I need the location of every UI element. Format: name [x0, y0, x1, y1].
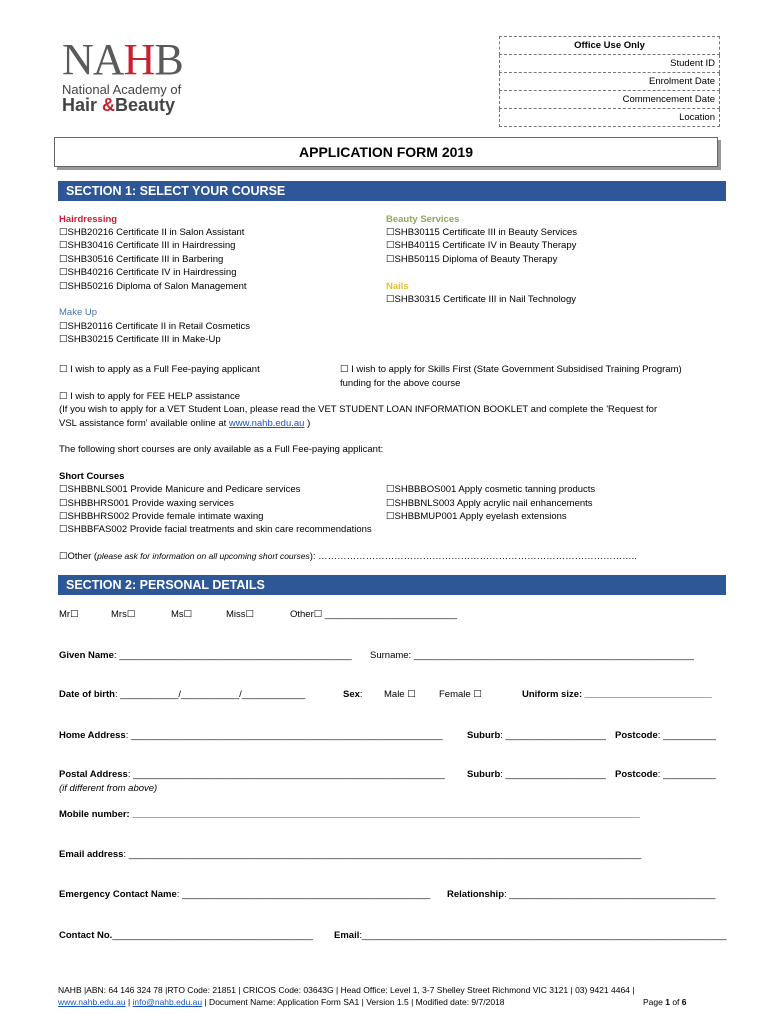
contact-email-line: :_____________________________________________________________________: [359, 930, 727, 941]
relationship-line: : _______________________________________: [504, 889, 716, 900]
suburb-line: : ___________________: [500, 769, 606, 780]
contact-no-field[interactable]: [59, 930, 313, 941]
suburb-label: Suburb: [467, 769, 501, 780]
page-current: 1: [665, 997, 670, 1007]
postal-address-field[interactable]: [59, 769, 445, 780]
title-other[interactable]: Other☐ _________________________: [290, 609, 458, 620]
relationship-field[interactable]: [447, 889, 729, 900]
title-miss[interactable]: Miss☐: [226, 609, 255, 620]
contact-no-label: Contact No.: [59, 930, 113, 941]
logo-text-b: B: [154, 35, 183, 84]
suburb-field[interactable]: [467, 730, 606, 741]
title-ms[interactable]: Ms☐: [171, 609, 193, 620]
sex-colon: :: [359, 689, 363, 700]
beauty-title: Beauty Services: [386, 214, 460, 225]
sex-label: [343, 689, 363, 700]
course-option[interactable]: ☐SHB30516 Certificate III in Barbering: [59, 254, 224, 265]
hairdressing-title: Hairdressing: [59, 214, 118, 225]
sex-male-option[interactable]: Male ☐: [384, 689, 416, 700]
postal-address-line: : ___________________________________________________________: [127, 769, 445, 780]
short-course-option[interactable]: ☐SHBBHRS001 Provide waxing services: [59, 498, 234, 509]
logo-amp: &: [102, 95, 116, 115]
fee-help-option[interactable]: ☐ I wish to apply for FEE HELP assistance: [59, 391, 241, 402]
short-courses-title: Short Courses: [59, 471, 125, 482]
vsl-text: VSL assistance form' available online at: [59, 418, 229, 429]
office-student-id[interactable]: Student ID: [500, 55, 720, 73]
postal-note: (if different from above): [59, 783, 158, 794]
logo-subtitle: National Academy of: [62, 82, 182, 97]
title-mrs[interactable]: Mrs☐: [111, 609, 136, 620]
website-link[interactable]: www.nahb.edu.au: [228, 418, 305, 429]
emergency-line: : _______________________________________________: [176, 889, 431, 900]
short-course-option[interactable]: ☐SHBBMUP001 Apply eyelash extensions: [386, 511, 567, 522]
full-fee-option[interactable]: ☐ I wish to apply as a Full Fee-paying applicant: [59, 364, 260, 375]
office-commencement-date[interactable]: Commencement Date: [500, 91, 720, 109]
contact-email-label: Email: [334, 930, 360, 941]
office-enrolment-date[interactable]: Enrolment Date: [500, 73, 720, 91]
short-course-option[interactable]: ☐SHBBNLS001 Provide Manicure and Pedicare services: [59, 484, 301, 495]
office-use-table: [499, 36, 720, 127]
course-option[interactable]: ☐SHB30416 Certificate III in Hairdressing: [59, 240, 236, 251]
title-mr[interactable]: Mr☐: [59, 609, 79, 620]
other-label: ☐Other (: [59, 551, 98, 562]
course-option[interactable]: ☐SHB30315 Certificate III in Nail Technology: [386, 294, 576, 305]
postcode-field[interactable]: [615, 730, 716, 741]
logo-hair: Hair: [62, 95, 103, 115]
logo-text-h: H: [123, 35, 155, 84]
given-name-line: : ____________________________________________: [113, 650, 352, 661]
postal-postcode-field[interactable]: [615, 769, 716, 780]
page-of: of: [669, 997, 682, 1007]
postal-address-label: Postal Address: [59, 769, 128, 780]
course-option[interactable]: ☐SHB50216 Diploma of Salon Management: [59, 281, 247, 292]
office-use-header: Office Use Only: [500, 37, 720, 55]
course-option[interactable]: ☐SHB50115 Diploma of Beauty Therapy: [386, 254, 558, 265]
other-course-option[interactable]: [59, 551, 637, 562]
surname-field[interactable]: Surname: _____________________________________________________: [370, 650, 694, 661]
suburb-line: : ___________________: [500, 730, 606, 741]
email-label: Email address: [59, 849, 124, 860]
course-option[interactable]: ☐SHB40216 Certificate IV in Hairdressing: [59, 267, 237, 278]
nails-title: Nails: [386, 281, 409, 292]
home-address-line: : ___________________________________________________________: [125, 730, 443, 741]
vsl-note-line2: [59, 418, 310, 429]
sex-female-option[interactable]: Female ☐: [439, 689, 482, 700]
other-line: ): ………………………………………………………………………………………..: [309, 551, 637, 562]
vsl-note: (If you wish to apply for a VET Student Loan, please read the VET STUDENT LOAN INFORMATION BOOKLET and complete the 'Request for: [59, 404, 658, 415]
section2-heading: SECTION 2: PERSONAL DETAILS: [58, 575, 726, 595]
office-location[interactable]: Location: [500, 109, 720, 127]
emergency-contact-field[interactable]: [59, 889, 430, 900]
short-course-option[interactable]: ☐SHBBFAS002 Provide facial treatments and skin care recommendations: [59, 524, 372, 535]
course-option[interactable]: ☐SHB20216 Certificate II in Salon Assistant: [59, 227, 245, 238]
emergency-label: Emergency Contact Name: [59, 889, 177, 900]
footer-email-link[interactable]: info@nahb.edu.au: [132, 997, 203, 1007]
skills-first-line2: funding for the above course: [340, 378, 461, 389]
course-option[interactable]: ☐SHB30215 Certificate III in Make-Up: [59, 334, 221, 345]
postcode-label: Postcode: [615, 730, 658, 741]
vsl-text-end: ): [304, 418, 311, 429]
home-address-label: Home Address: [59, 730, 126, 741]
postcode-line: : __________: [657, 769, 716, 780]
skills-first-option[interactable]: ☐ I wish to apply for Skills First (State Government Subsidised Training Program): [340, 364, 682, 375]
dob-line: : ___________/___________/____________: [114, 689, 306, 700]
footer-line2: [58, 997, 505, 1007]
page-total: 6: [681, 997, 687, 1007]
given-name-label: Given Name: [59, 650, 114, 661]
logo-name: [62, 95, 175, 116]
dob-field[interactable]: [59, 689, 305, 700]
other-hint: please ask for information on all upcoming short courses: [97, 551, 310, 561]
postcode-line: : __________: [657, 730, 716, 741]
footer-sep: |: [125, 997, 133, 1007]
course-option[interactable]: ☐SHB40115 Certificate IV in Beauty Therapy: [386, 240, 577, 251]
course-option[interactable]: ☐SHB20116 Certificate II in Retail Cosmetics: [59, 321, 251, 332]
mobile-field[interactable]: Mobile number: ________________________________________________________________________________________________: [59, 809, 640, 820]
footer-website-link[interactable]: www.nahb.edu.au: [58, 997, 126, 1007]
postal-suburb-field[interactable]: [467, 769, 606, 780]
logo-beauty: Beauty: [115, 95, 176, 115]
course-option[interactable]: ☐SHB30115 Certificate III in Beauty Services: [386, 227, 578, 238]
short-courses-note: The following short courses are only available as a Full Fee-paying applicant:: [59, 444, 384, 455]
suburb-label: Suburb: [467, 730, 501, 741]
given-name-field[interactable]: [59, 650, 352, 661]
short-course-option[interactable]: ☐SHBBNLS003 Apply acrylic nail enhancements: [386, 498, 593, 509]
short-course-option[interactable]: ☐SHBBHRS002 Provide female intimate waxing: [59, 511, 264, 522]
email-line: : _________________________________________________________________________________________________: [123, 849, 642, 860]
dob-label: Date of birth: [59, 689, 115, 700]
relationship-label: Relationship: [447, 889, 505, 900]
contact-no-line: ______________________________________: [112, 930, 314, 941]
postcode-label: Postcode: [615, 769, 658, 780]
footer-line1: NAHB |ABN: 64 146 324 78 |RTO Code: 21851 | CRICOS Code: 03643G | Head Office: Level 1, 3-7 Shelley Street Richmond VIC 3121 | 03) 9421 4464 |: [58, 985, 635, 995]
email-field[interactable]: [59, 849, 729, 860]
form-title: APPLICATION FORM 2019: [54, 137, 718, 167]
contact-email-field[interactable]: [334, 930, 729, 941]
home-address-field[interactable]: [59, 730, 443, 741]
uniform-size-field[interactable]: Uniform size: ________________________: [522, 689, 712, 700]
sex-text: Sex: [343, 689, 360, 700]
section1-heading: SECTION 1: SELECT YOUR COURSE: [58, 181, 726, 201]
logo-text: NA: [62, 35, 124, 84]
page-number: [643, 997, 687, 1007]
footer-doc-info: | Document Name: Application Form SA1 | Version 1.5 | Modified date: 9/7/2018: [202, 997, 505, 1007]
page-label: Page: [643, 997, 666, 1007]
makeup-title: Make Up: [59, 307, 98, 318]
short-course-option[interactable]: ☐SHBBBOS001 Apply cosmetic tanning products: [386, 484, 596, 495]
logo: [62, 35, 183, 84]
